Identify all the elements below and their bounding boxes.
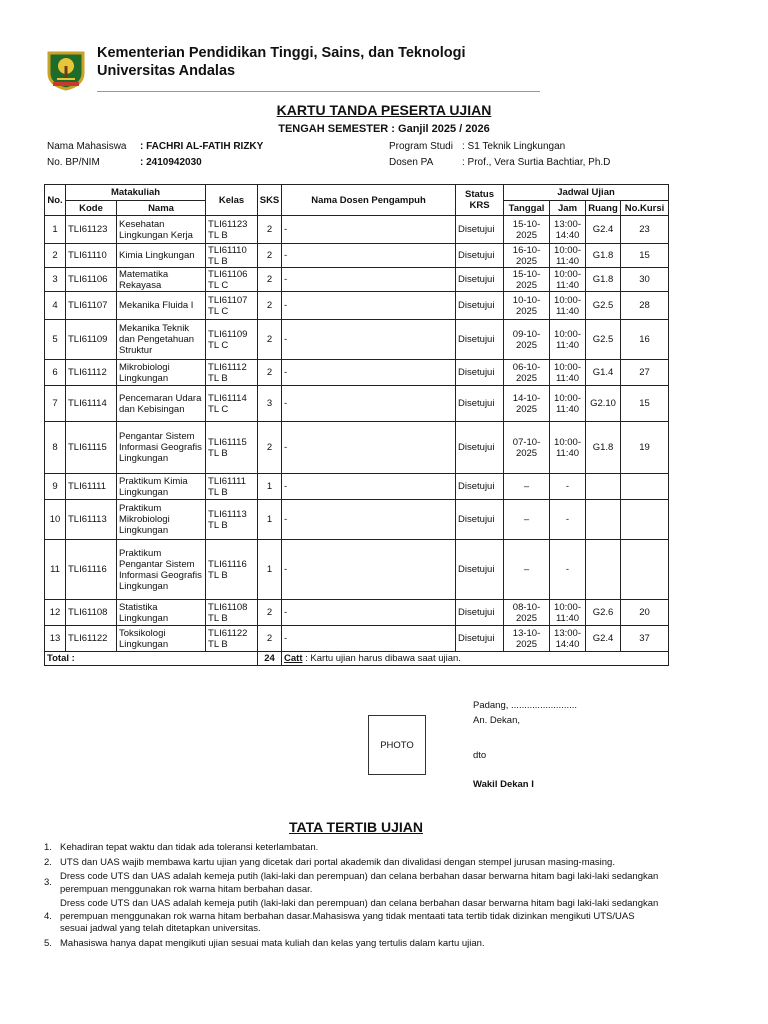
cell-kode: TLI61109 — [66, 320, 117, 360]
cell-jam: 13:00-14:40 — [550, 216, 586, 244]
cell-ruang: G2.4 — [586, 626, 621, 652]
cell-dosen: - — [282, 216, 456, 244]
cell-kode: TLI61111 — [66, 474, 117, 500]
cell-kursi: 20 — [621, 600, 669, 626]
cell-dosen: - — [282, 386, 456, 422]
cell-status: Disetujui — [456, 600, 504, 626]
cell-jam: 10:00-11:40 — [550, 244, 586, 268]
cell-dosen: - — [282, 540, 456, 600]
advisor-label: Dosen PA — [389, 157, 434, 168]
rule-item — [44, 842, 664, 855]
cell-kursi: 15 — [621, 244, 669, 268]
cell-ruang: G1.8 — [586, 244, 621, 268]
cell-tanggal: 15-10-2025 — [504, 216, 550, 244]
cell-nama: Mikrobiologi Lingkungan — [117, 360, 206, 386]
col-dosen-header: Nama Dosen Pengampuh — [282, 185, 456, 216]
cell-kode: TLI61112 — [66, 360, 117, 386]
rules-title: TATA TERTIB UJIAN — [288, 819, 424, 835]
cell-sks: 3 — [258, 386, 282, 422]
table-row — [45, 626, 669, 652]
cell-ruang: G1.8 — [586, 268, 621, 292]
cell-nama: Praktikum Pengantar Sistem Informasi Geografis Lingkungan — [117, 540, 206, 600]
table-row — [45, 422, 669, 474]
cell-kode: TLI61116 — [66, 540, 117, 600]
cell-kode: TLI61122 — [66, 626, 117, 652]
total-row — [45, 652, 669, 666]
cell-dosen: - — [282, 500, 456, 540]
cell-dosen: - — [282, 292, 456, 320]
cell-no: 6 — [45, 360, 66, 386]
cell-dosen: - — [282, 320, 456, 360]
exam-schedule-table — [44, 184, 669, 666]
cell-nama: Kimia Lingkungan — [117, 244, 206, 268]
cell-nama: Mekanika Teknik dan Pengetahuan Struktur — [117, 320, 206, 360]
cell-ruang — [586, 540, 621, 600]
rule-number: 3. — [44, 877, 52, 889]
total-sks: 24 — [258, 652, 282, 666]
cell-kode: TLI61107 — [66, 292, 117, 320]
cell-tanggal: 16-10-2025 — [504, 244, 550, 268]
cell-no: 8 — [45, 422, 66, 474]
cell-tanggal: – — [504, 540, 550, 600]
rule-text: Dress code UTS dan UAS adalah kemeja putih (laki-laki dan perempuan) dan celana berbahan dasar berwarna hitam bagi laki-laki sedangkan perempuan menggunakan rok warna hitam berbahan dasar.Mahasiswa yang tidak mentaati tata tertib tidak dizinkan mengikuti UTS/UAS sesuai jadwal yang telah ditetapkan universitas. — [60, 898, 659, 934]
cell-nama: Toksikologi Lingkungan — [117, 626, 206, 652]
cell-nama: Matematika Rekayasa — [117, 268, 206, 292]
student-name-value: : FACHRI AL-FATIH RIZKY — [140, 141, 264, 152]
col-kode-header: Kode — [66, 201, 117, 216]
col-ruang-header: Ruang — [586, 201, 621, 216]
cell-jam: 10:00-11:40 — [550, 422, 586, 474]
cell-kelas: TLI61106 TL C — [206, 268, 258, 292]
cell-kursi — [621, 500, 669, 540]
cell-dosen: - — [282, 626, 456, 652]
cell-status: Disetujui — [456, 268, 504, 292]
sign-dto: dto — [473, 750, 487, 761]
cell-ruang: G2.5 — [586, 320, 621, 360]
cell-kode: TLI61114 — [66, 386, 117, 422]
cell-kelas: TLI61122 TL B — [206, 626, 258, 652]
cell-no: 1 — [45, 216, 66, 244]
cell-kode: TLI61106 — [66, 268, 117, 292]
note-text: : Kartu ujian harus dibawa saat ujian. — [302, 653, 461, 664]
cell-tanggal: 06-10-2025 — [504, 360, 550, 386]
cell-status: Disetujui — [456, 540, 504, 600]
cell-status: Disetujui — [456, 360, 504, 386]
col-jam-header: Jam — [550, 201, 586, 216]
institution-header — [97, 44, 465, 80]
cell-status: Disetujui — [456, 216, 504, 244]
cell-sks: 2 — [258, 244, 282, 268]
cell-ruang — [586, 474, 621, 500]
university-logo — [45, 49, 87, 91]
cell-nama: Statistika Lingkungan — [117, 600, 206, 626]
cell-jam: 10:00-11:40 — [550, 292, 586, 320]
card-subtitle: TENGAH SEMESTER : Ganjil 2025 / 2026 — [278, 123, 490, 135]
sign-an-dekan: An. Dekan, — [473, 715, 520, 726]
table-row — [45, 216, 669, 244]
rules-list — [44, 842, 664, 952]
cell-kelas: TLI61112 TL B — [206, 360, 258, 386]
cell-kelas: TLI61111 TL B — [206, 474, 258, 500]
photo-placeholder — [368, 715, 426, 775]
cell-tanggal: 14-10-2025 — [504, 386, 550, 422]
cell-jam: 10:00-11:40 — [550, 360, 586, 386]
cell-nama: Pengantar Sistem Informasi Geografis Lingkungan — [117, 422, 206, 474]
rule-number: 4. — [44, 910, 52, 922]
cell-kode: TLI61110 — [66, 244, 117, 268]
cell-sks: 2 — [258, 216, 282, 244]
col-status-header: Status KRS — [456, 185, 504, 216]
cell-kelas: TLI61109 TL C — [206, 320, 258, 360]
cell-no: 12 — [45, 600, 66, 626]
table-row — [45, 540, 669, 600]
cell-kode: TLI61108 — [66, 600, 117, 626]
cell-nama: Mekanika Fluida I — [117, 292, 206, 320]
cell-dosen: - — [282, 422, 456, 474]
cell-kelas: TLI61114 TL C — [206, 386, 258, 422]
rule-number: 2. — [44, 856, 52, 868]
cell-ruang: G2.6 — [586, 600, 621, 626]
cell-ruang: G1.4 — [586, 360, 621, 386]
cell-kode: TLI61113 — [66, 500, 117, 540]
rule-item — [44, 898, 664, 936]
cell-no: 9 — [45, 474, 66, 500]
cell-kelas: TLI61115 TL B — [206, 422, 258, 474]
cell-kursi: 19 — [621, 422, 669, 474]
cell-status: Disetujui — [456, 386, 504, 422]
rule-text: Mahasiswa hanya dapat mengikuti ujian sesuai mata kuliah dan kelas yang tertulis dalam kartu ujian. — [60, 937, 485, 949]
cell-sks: 2 — [258, 292, 282, 320]
note-cell — [282, 652, 669, 666]
sign-wakil-dekan: Wakil Dekan I — [473, 779, 534, 790]
rule-item — [44, 857, 664, 870]
table-row — [45, 386, 669, 422]
cell-jam: 10:00-11:40 — [550, 600, 586, 626]
header-divider — [97, 91, 540, 92]
cell-kelas: TLI61110 TL B — [206, 244, 258, 268]
rule-item — [44, 871, 664, 896]
cell-kursi — [621, 540, 669, 600]
cell-jam: 10:00-11:40 — [550, 320, 586, 360]
cell-kursi: 23 — [621, 216, 669, 244]
cell-no: 13 — [45, 626, 66, 652]
cell-dosen: - — [282, 268, 456, 292]
cell-jam: - — [550, 474, 586, 500]
cell-tanggal: – — [504, 500, 550, 540]
cell-sks: 2 — [258, 626, 282, 652]
total-label: Total : — [45, 652, 258, 666]
table-row — [45, 600, 669, 626]
student-nim-row — [47, 156, 202, 170]
cell-no: 5 — [45, 320, 66, 360]
cell-sks: 1 — [258, 474, 282, 500]
col-nama-header: Nama — [117, 201, 206, 216]
cell-jam: 13:00-14:40 — [550, 626, 586, 652]
cell-kursi: 37 — [621, 626, 669, 652]
table-row — [45, 268, 669, 292]
cell-kode: TLI61115 — [66, 422, 117, 474]
cell-sks: 1 — [258, 500, 282, 540]
cell-kursi — [621, 474, 669, 500]
cell-sks: 2 — [258, 320, 282, 360]
cell-kursi: 28 — [621, 292, 669, 320]
cell-tanggal: 10-10-2025 — [504, 292, 550, 320]
col-sks-header: SKS — [258, 185, 282, 216]
cell-ruang — [586, 500, 621, 540]
col-kursi-header: No.Kursi — [621, 201, 669, 216]
cell-tanggal: – — [504, 474, 550, 500]
col-no-header: No. — [45, 185, 66, 216]
cell-no: 3 — [45, 268, 66, 292]
cell-kursi: 16 — [621, 320, 669, 360]
table-row — [45, 292, 669, 320]
cell-nama: Kesehatan Lingkungan Kerja — [117, 216, 206, 244]
card-title: KARTU TANDA PESERTA UJIAN — [276, 102, 492, 118]
cell-no: 7 — [45, 386, 66, 422]
cell-jam: 10:00-11:40 — [550, 268, 586, 292]
cell-status: Disetujui — [456, 626, 504, 652]
cell-ruang: G2.10 — [586, 386, 621, 422]
rule-text: Dress code UTS dan UAS adalah kemeja putih (laki-laki dan perempuan) dan celana berbahan dasar berwarna hitam bagi laki-laki sedangkan perempuan menggunakan rok warna hitam berbahan dasar. — [60, 871, 659, 895]
cell-kelas: TLI61113 TL B — [206, 500, 258, 540]
cell-nama: Praktikum Kimia Lingkungan — [117, 474, 206, 500]
col-jadwal-header: Jadwal Ujian — [504, 185, 669, 201]
cell-no: 4 — [45, 292, 66, 320]
cell-kelas: TLI61116 TL B — [206, 540, 258, 600]
cell-dosen: - — [282, 474, 456, 500]
sign-place-date: Padang, ......................... — [473, 700, 578, 711]
cell-jam: - — [550, 500, 586, 540]
cell-no: 10 — [45, 500, 66, 540]
note-label: Catt — [284, 653, 303, 664]
cell-tanggal: 13-10-2025 — [504, 626, 550, 652]
cell-status: Disetujui — [456, 244, 504, 268]
cell-status: Disetujui — [456, 292, 504, 320]
university-name: Universitas Andalas — [97, 63, 236, 79]
table-row — [45, 244, 669, 268]
col-tanggal-header: Tanggal — [504, 201, 550, 216]
cell-nama: Praktikum Mikrobiologi Lingkungan — [117, 500, 206, 540]
cell-nama: Pencemaran Udara dan Kebisingan — [117, 386, 206, 422]
student-nim-value: : 2410942030 — [140, 157, 202, 168]
program-row — [389, 140, 565, 154]
cell-jam: 10:00-11:40 — [550, 386, 586, 422]
cell-no: 2 — [45, 244, 66, 268]
cell-dosen: - — [282, 600, 456, 626]
student-nim-label: No. BP/NIM — [47, 157, 100, 168]
student-name-row — [47, 140, 263, 154]
rule-text: Kehadiran tepat waktu dan tidak ada toleransi keterlambatan. — [60, 842, 319, 853]
cell-tanggal: 07-10-2025 — [504, 422, 550, 474]
student-name-label: Nama Mahasiswa — [47, 141, 127, 152]
cell-tanggal: 08-10-2025 — [504, 600, 550, 626]
table-row — [45, 500, 669, 540]
cell-kursi: 30 — [621, 268, 669, 292]
cell-kelas: TLI61108 TL B — [206, 600, 258, 626]
table-row — [45, 474, 669, 500]
cell-sks: 2 — [258, 360, 282, 386]
cell-status: Disetujui — [456, 474, 504, 500]
cell-ruang: G2.4 — [586, 216, 621, 244]
rule-number: 5. — [44, 937, 52, 949]
cell-jam: - — [550, 540, 586, 600]
col-matakuliah-header: Matakuliah — [66, 185, 206, 201]
table-body — [45, 216, 669, 652]
program-value: : S1 Teknik Lingkungan — [462, 141, 566, 152]
cell-tanggal: 09-10-2025 — [504, 320, 550, 360]
photo-label: PHOTO — [380, 739, 414, 751]
cell-sks: 2 — [258, 268, 282, 292]
cell-kelas: TLI61123 TL B — [206, 216, 258, 244]
cell-kode: TLI61123 — [66, 216, 117, 244]
cell-kursi: 15 — [621, 386, 669, 422]
cell-status: Disetujui — [456, 320, 504, 360]
table-row — [45, 320, 669, 360]
cell-no: 11 — [45, 540, 66, 600]
cell-dosen: - — [282, 360, 456, 386]
col-kelas-header: Kelas — [206, 185, 258, 216]
cell-sks: 2 — [258, 422, 282, 474]
program-label: Program Studi — [389, 141, 453, 152]
cell-tanggal: 15-10-2025 — [504, 268, 550, 292]
cell-sks: 1 — [258, 540, 282, 600]
cell-status: Disetujui — [456, 500, 504, 540]
table-row — [45, 360, 669, 386]
rule-text: UTS dan UAS wajib membawa kartu ujian yang dicetak dari portal akademik dan divalidasi dengan stempel jurusan masing-masing. — [60, 856, 615, 868]
advisor-value: : Prof., Vera Surtia Bachtiar, Ph.D — [462, 157, 611, 168]
rule-item — [44, 938, 664, 951]
cell-kelas: TLI61107 TL C — [206, 292, 258, 320]
ministry-name: Kementerian Pendidikan Tinggi, Sains, dan Teknologi — [97, 45, 466, 61]
advisor-row — [389, 156, 610, 170]
cell-ruang: G1.8 — [586, 422, 621, 474]
cell-status: Disetujui — [456, 422, 504, 474]
rule-number: 1. — [44, 842, 52, 853]
cell-dosen: - — [282, 244, 456, 268]
cell-ruang: G2.5 — [586, 292, 621, 320]
cell-sks: 2 — [258, 600, 282, 626]
cell-kursi: 27 — [621, 360, 669, 386]
